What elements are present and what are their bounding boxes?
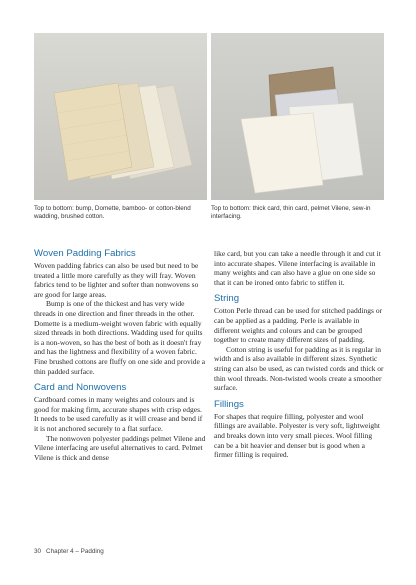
paragraph: The nonwoven polyester paddings pelmet Vilene and Vilene interfacing are useful alternatives to card. Pelmet Vilene is thick and dense [34,433,206,462]
section-heading-fillings: Fillings [214,398,244,410]
chapter-title: Chapter 4 – Padding [46,548,104,555]
section-heading-string: String [214,293,240,305]
paragraph: Bump is one of the thickest and has very wide threads in one direction and finer threads in the other. Domette is a medium-weight woven fabric with equally sized threads in both directions. Wadding used for quilts is a non-woven, so has the best of both as it doesn't fray and has the lightness and flexibility of a woven fabric. Fine brushed cottons are fluffy on one side and provide a thin padded surface. [34,299,206,376]
page-footer [34,548,104,555]
paragraph: Cotton Perle thread can be used for stitched paddings or can be applied as a padding. Perle is available in different weights and colours and can be grouped together to create many different sizes of padding. [214,306,383,345]
paragraph: Woven padding fabrics can also be used but need to be treated a little more carefully as they will fray. Woven fabrics tend to be lighter and softer than nonwovens so are good for large areas. [34,261,199,299]
page-number: 30 [34,548,42,555]
section-heading-card: Card and Nonwovens [34,382,127,394]
text-column-right [214,249,384,460]
fabric-swatches-photo [34,33,207,200]
paragraph: like card, but you can take a needle through it and cut it into accurate shapes. Vilene interfacing is available in many weights and can also have a glue on one side so that it can be ironed onto fabric to stiffen it. [214,249,381,287]
paragraph: For shapes that require filling, polyester and wool fillings are available. Polyester is very soft, lightweight and breaks down into very small pieces. Wool filling can be a bit heavier and denser but is good when a firmer filling is required. [214,411,381,460]
photo-caption-right: Top to bottom: thick card, thin card, pelmet Vilene, sew-in interfacing. [211,205,371,221]
paragraph: Cotton string is useful for padding as it is regular in width and is also available in different sizes. Synthetic string can also be used, as can twisted cords and thick or thin wool threads. Non-twisted wools create a smoother surface. [214,344,384,393]
photo-caption-left: Top to bottom: bump, Domette, bamboo- or cotton-blend wadding, brushed cotton. [34,205,191,221]
section-heading-woven: Woven Padding Fabrics [34,248,136,259]
text-column-left [34,248,206,462]
paragraph: Cardboard comes in many weights and colours and is good for making firm, accurate shapes with crisp edges. It needs to be used carefully as it will crease and bend if it is not anchored securely to a flat surface. [34,395,203,433]
card-nonwovens-photo [211,33,384,200]
